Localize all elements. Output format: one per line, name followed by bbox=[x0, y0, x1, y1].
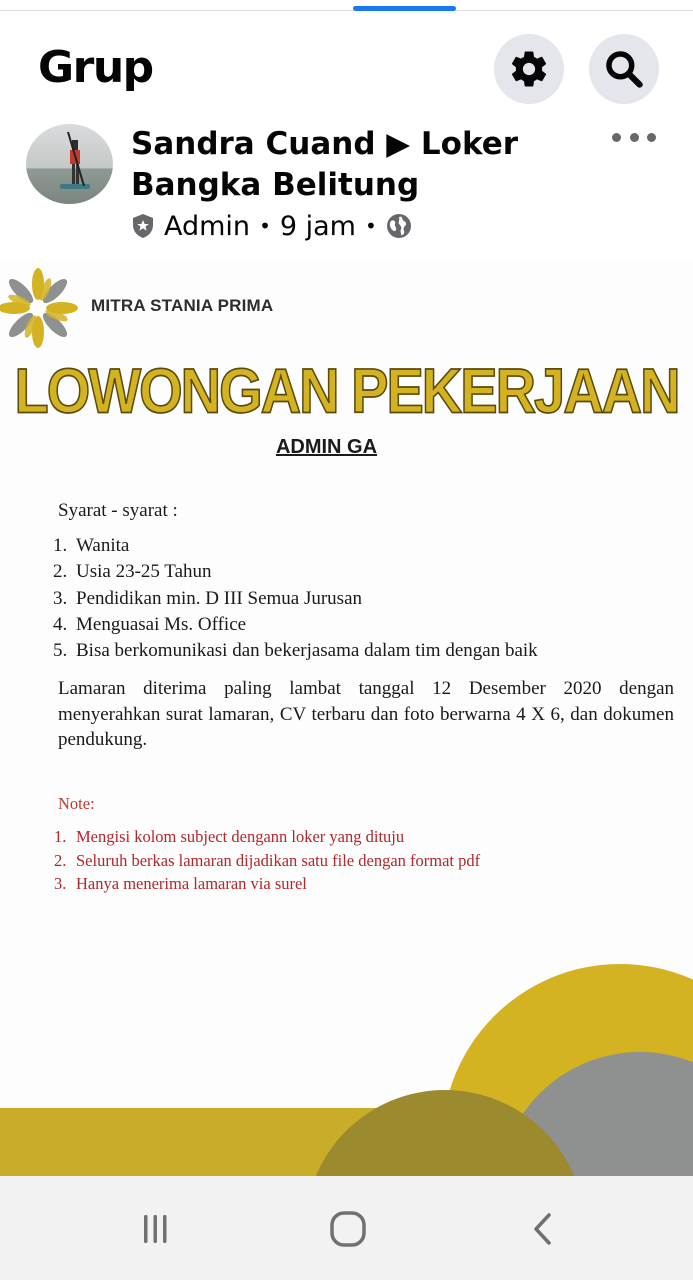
back-icon bbox=[525, 1211, 561, 1247]
list-item: 3. Hanya menerima lamaran via surel bbox=[54, 874, 307, 894]
meta-separator: • bbox=[364, 214, 377, 238]
top-divider bbox=[0, 10, 693, 11]
author-avatar[interactable] bbox=[26, 124, 113, 204]
post-role: Admin bbox=[164, 210, 251, 242]
active-tab-indicator bbox=[353, 6, 456, 11]
recent-apps-icon bbox=[137, 1211, 173, 1247]
list-item: 4. Menguasai Ms. Office bbox=[53, 613, 247, 635]
settings-button[interactable] bbox=[494, 34, 564, 104]
home-button[interactable] bbox=[323, 1204, 373, 1254]
more-options-icon[interactable] bbox=[612, 126, 656, 148]
list-item: 2. Seluruh berkas lamaran dijadikan satu file dengan format pdf bbox=[54, 850, 481, 870]
home-icon bbox=[328, 1209, 368, 1249]
back-button[interactable] bbox=[518, 1204, 568, 1254]
requirements-heading: Syarat - syarat : bbox=[58, 500, 178, 521]
recent-apps-button[interactable] bbox=[130, 1204, 180, 1254]
job-position: ADMIN GA bbox=[275, 436, 378, 458]
company-name: MITRA STANIA PRIMA bbox=[91, 296, 274, 315]
list-item: 2. Usia 23-25 Tahun bbox=[53, 561, 212, 583]
list-item: 5. Bisa berkomunikasi dan bekerjasama dalam tim dengan baik bbox=[53, 640, 538, 662]
post-meta bbox=[131, 208, 412, 244]
globe-icon bbox=[386, 213, 412, 239]
search-button[interactable] bbox=[589, 34, 659, 104]
list-item: 1. Wanita bbox=[53, 535, 130, 556]
list-item: 1. Mengisi kolom subject dengann loker yang dituju bbox=[54, 827, 405, 846]
search-icon bbox=[602, 47, 646, 91]
application-instructions: Lamaran diterima paling lambat tanggal 12 Desember 2020 dengan menyerahkan surat lamaran, CV terbaru dan foto berwarna 4 X 6, dan dokumen pendukung. bbox=[58, 678, 674, 750]
admin-badge-icon bbox=[131, 213, 155, 239]
post-author-group[interactable]: Sandra Cuand ▶ Loker Bangka Belitung bbox=[131, 126, 519, 203]
poster-headline: LOWONGAN PEKERJAAN bbox=[14, 355, 679, 426]
page-title: Grup bbox=[38, 42, 153, 93]
meta-separator: • bbox=[259, 214, 271, 238]
list-item: 3. Pendidikan min. D III Semua Jurusan bbox=[53, 587, 363, 609]
post-image[interactable] bbox=[0, 262, 693, 1176]
gear-icon bbox=[508, 48, 550, 90]
post-time[interactable]: 9 jam bbox=[279, 210, 356, 242]
system-navigation-bar bbox=[0, 1176, 693, 1280]
note-heading: Note: bbox=[58, 794, 95, 813]
poster-decoration bbox=[0, 262, 693, 1176]
